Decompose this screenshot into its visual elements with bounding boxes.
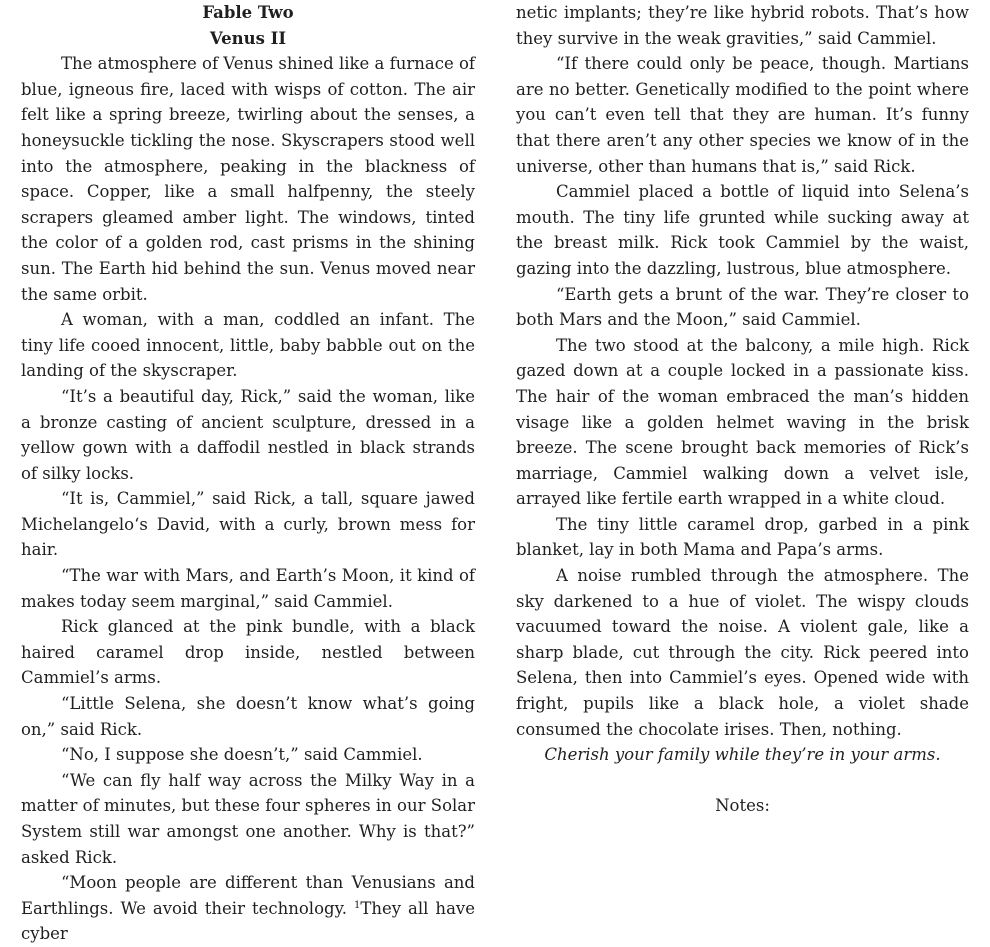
footnote-marker[interactable]: 1 [353,899,361,911]
paragraph-7: “Little Selena, she doesn’t know what’s going on,” said Rick. [21,694,475,739]
paragraph-10-continued: netic implants; they’re like hybrid robots. That’s how they survive in the weak gravities,” said Cammiel. [516,3,969,48]
paragraph-9: “We can fly half way across the Milky Way in a matter of minutes, but these four spheres in our Solar System still war amongst one another. Why is that?” asked Rick. [21,770,475,867]
moral-line: Cherish your family while they’re in your arms. [544,745,941,765]
right-column [516,0,969,818]
paragraph-10-end: They all have cyber [21,898,475,944]
paragraph-3: “It’s a beautiful day, Rick,” said the woman, like a bronze casting of ancient sculpture, dressed in a yellow gown with a daffodil nestled in black strands of silky locks. [21,386,475,483]
paragraph-14: The two stood at the balcony, a mile high. Rick gazed down at a couple locked in a passionate kiss. The hair of the woman embraced the man’s hidden visage like a golden helmet waving in the brisk breeze. The scene brought back memories of Rick’s marriage, Cammiel walking down a velvet isle, arrayed like fertile earth wrapped in a white cloud. [516,335,969,509]
paragraph-5: “The war with Mars, and Earth’s Moon, it kind of makes today seem marginal,” said Cammiel. [21,566,475,611]
paragraph-12: Cammiel placed a bottle of liquid into Selena’s mouth. The tiny life grunted while sucking away at the breast milk. Rick took Cammiel by the waist, gazing into the dazzling, lustrous, blue atmosphere. [516,182,969,278]
paragraph-15: The tiny little caramel drop, garbed in a pink blanket, lay in both Mama and Papa’s arms. [516,514,969,560]
paragraph-8: “No, I suppose she doesn’t,” said Cammiel. [61,745,423,765]
paragraph-4: “It is, Cammiel,” said Rick, a tall, square jawed Michelangelo‘s David, with a curly, brown mess for hair. [21,489,475,560]
paragraph-13: “Earth gets a brunt of the war. They’re closer to both Mars and the Moon,” said Cammiel. [516,284,969,330]
notes-heading: Notes: [715,795,770,815]
fable-number: Fable Two [202,3,294,22]
story-title: Venus II [209,28,287,48]
left-column [21,0,475,947]
paragraph-1: The atmosphere of Venus shined like a furnace of blue, igneous fire, laced with wisps of cotton. The air felt like a spring breeze, twirling about the senses, a honeysuckle tickling the nose. Skyscrapers stood well into the atmosphere, peaking in the blackness of space. Copper, like a small halfpenny, the steely scrapers gleamed amber light. The windows, tinted the color of a golden rod, cast prisms in the shining sun. The Earth hid behind the sun. Venus moved near the same orbit. [21,54,476,304]
paragraph-6: Rick glanced at the pink bundle, with a black haired caramel drop inside, nestled between Cammiel’s arms. [21,617,475,688]
paragraph-16: A noise rumbled through the atmosphere. The sky darkened to a hue of violet. The wispy clouds vacuumed toward the noise. A violent gale, like a sharp blade, cut through the city. Rick peered into Selena, then into Cammiel’s eyes. Opened wide with fright, pupils like a black hole, a violet shade consumed the chocolate irises. Then, nothing. [516,566,969,739]
paragraph-10-start: “Moon people are different than Venusians and Earthlings. We avoid their technology. [21,873,475,918]
paragraph-11: “If there could only be peace, though. Martians are no better. Genetically modified to the point where you can’t even tell that they are human. It’s funny that there aren’t any other species we know of in the universe, other than humans that is,” said Rick. [516,54,969,176]
paragraph-10 [21,870,475,947]
paragraph-2: A woman, with a man, coddled an infant. The tiny life cooed innocent, little, baby babble out on the landing of the skyscraper. [21,310,475,381]
